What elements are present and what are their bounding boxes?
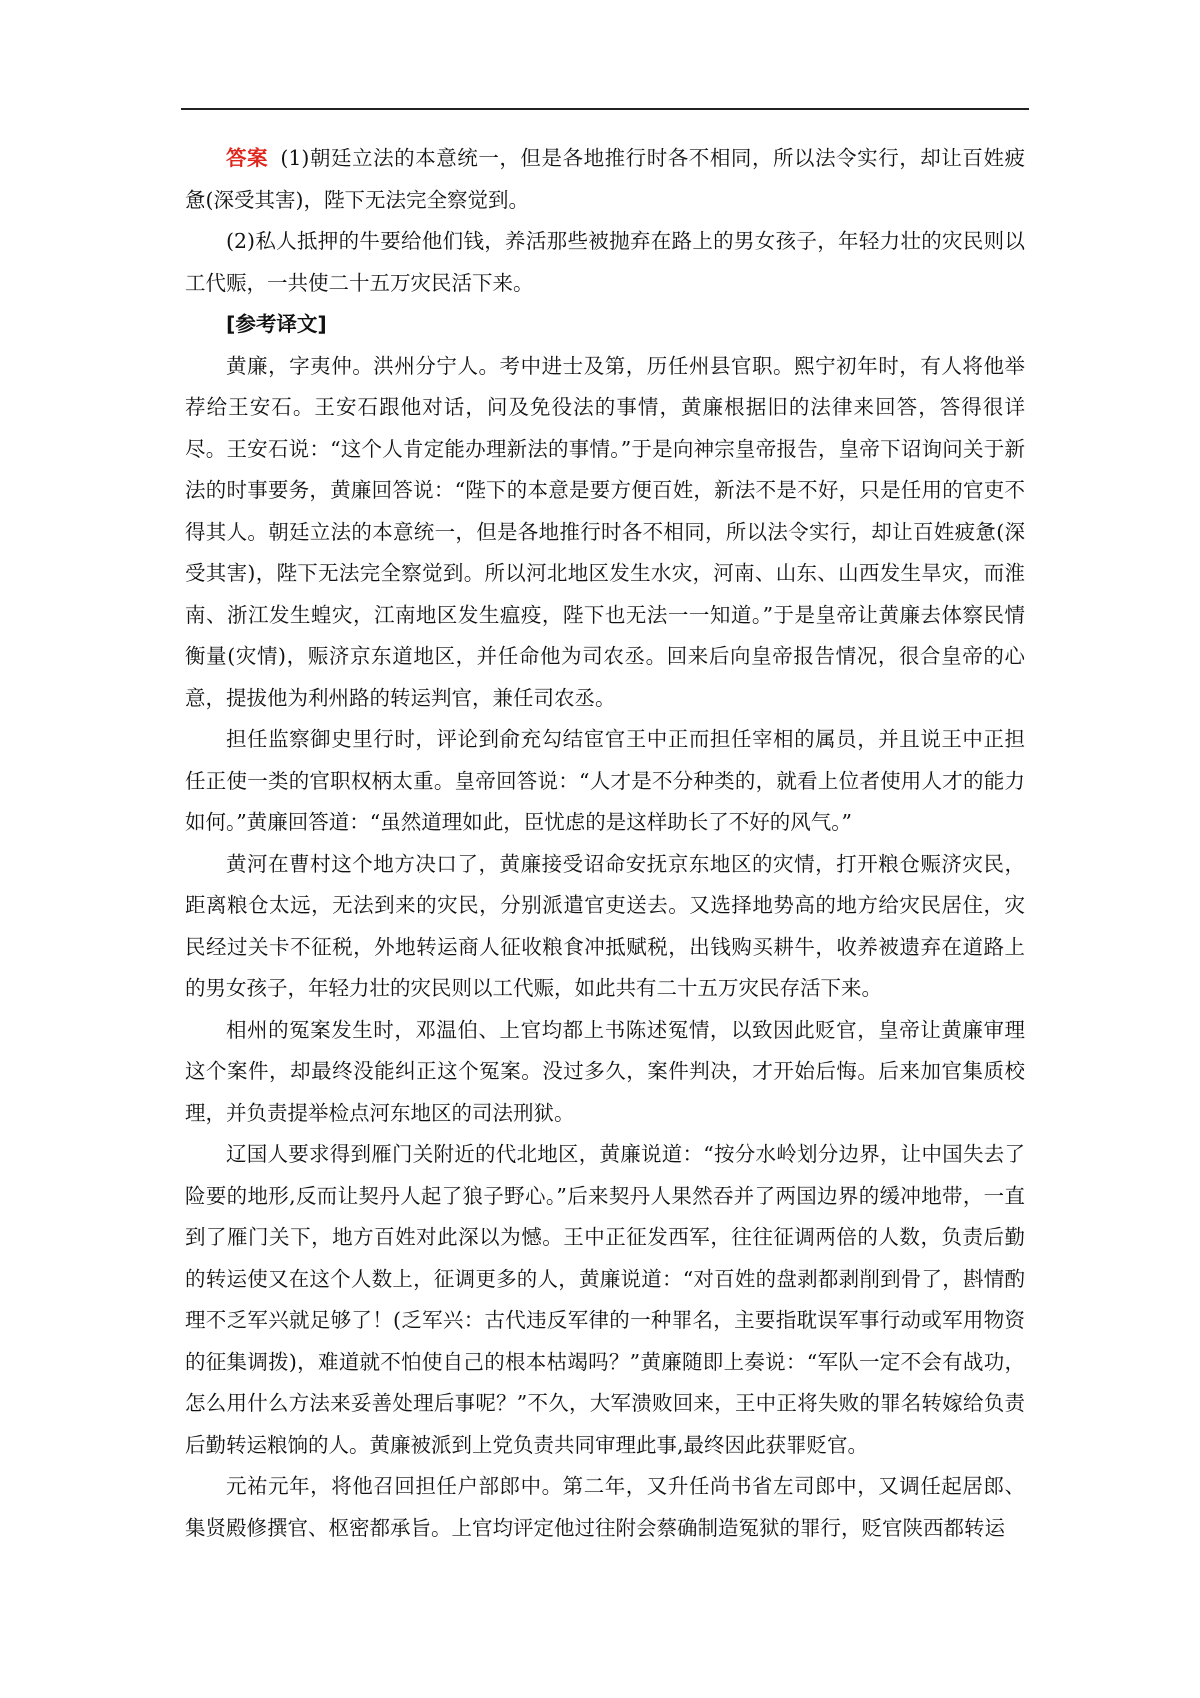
answer-part-1: (1)朝廷立法的本意统一，但是各地推行时各不相同，所以法令实行，却让百姓疲惫(深受其害)，陛下无法完全察觉到。 bbox=[185, 146, 1025, 212]
reference-paragraph-6: 元祐元年，将他召回担任户部郎中。第二年，又升任尚书省左司郎中，又调任起居郎、集贤殿修撰官、枢密都承旨。上官均评定他过往附会蔡确制造冤狱的罪行，贬官陕西都转运 bbox=[185, 1474, 1025, 1540]
header-rule bbox=[181, 108, 1029, 110]
reference-paragraph-2: 担任监察御史里行时，评论到俞充勾结宦官王中正而担任宰相的属员，并且说王中正担任正使一类的官职权柄太重。皇帝回答说：“人才是不分种类的，就看上位者使用人才的能力如何。”黄廉回答道：“虽然道理如此，臣忧虑的是这样助长了不好的风气。” bbox=[185, 727, 1025, 834]
reference-paragraph-5: 辽国人要求得到雁门关附近的代北地区，黄廉说道：“按分水岭划分边界，让中国失去了险要的地形,反而让契丹人起了狼子野心。”后来契丹人果然吞并了两国边界的缓冲地带，一直到了雁门关下，地方百姓对此深以为憾。王中正征发西军，往往征调两倍的人数，负责后勤的转运使又在这个人数上，征调更多的人，黄廉说道：“对百姓的盘剥都剥削到骨了，斟情酌理不乏军兴就足够了！(乏军兴：古代违反军律的一种罪名，主要指耽误军事行动或军用物资的征集调拨)，难道就不怕使自己的根本枯竭吗？”黄廉随即上奏说：“军队一定不会有战功，怎么用什么方法来妥善处理后事呢？”不久，大军溃败回来，王中正将失败的罪名转嫁给负责后勤转运粮饷的人。黄廉被派到上党负责共同审理此事,最终因此获罪贬官。 bbox=[185, 1142, 1025, 1457]
document-body bbox=[185, 138, 1025, 1549]
reference-heading: [参考译文] bbox=[226, 312, 327, 336]
reference-paragraph-3: 黄河在曹村这个地方决口了，黄廉接受诏命安抚京东地区的灾情，打开粮仓赈济灾民，距离粮仓太远，无法到来的灾民，分别派遣官吏送去。又选择地势高的地方给灾民居住，灾民经过关卡不征税，外地转运商人征收粮食冲抵赋税，出钱购买耕牛，收养被遗弃在道路上的男女孩子，年轻力壮的灾民则以工代赈，如此共有二十五万灾民存活下来。 bbox=[185, 851, 1025, 1000]
answer-label: 答案 bbox=[226, 146, 269, 170]
reference-paragraph-1: 黄廉，字夷仲。洪州分宁人。考中进士及第，历任州县官职。熙宁初年时，有人将他举荐给王安石。王安石跟他对话，问及免役法的事情，黄廉根据旧的法律来回答，答得很详尽。王安石说：“这个人肯定能办理新法的事情。”于是向神宗皇帝报告，皇帝下诏询问关于新法的时事要务，黄廉回答说：“陛下的本意是要方便百姓，新法不是不好，只是任用的官吏不得其人。朝廷立法的本意统一，但是各地推行时各不相同，所以法令实行，却让百姓疲惫(深受其害)，陛下无法完全察觉到。所以河北地区发生水灾，河南、山东、山西发生旱灾，而淮南、浙江发生蝗灾，江南地区发生瘟疫，陛下也无法一一知道。”于是皇帝让黄廉去体察民情衡量(灾情)，赈济京东道地区，并任命他为司农丞。回来后向皇帝报告情况，很合皇帝的心意，提拔他为利州路的转运判官，兼任司农丞。 bbox=[185, 353, 1025, 710]
answer-paragraph-2: (2)私人抵押的牛要给他们钱，养活那些被抛弃在路上的男女孩子，年轻力壮的灾民则以工代赈，一共使二十五万灾民活下来。 bbox=[185, 229, 1025, 295]
answer-paragraph-1 bbox=[185, 138, 1025, 221]
reference-paragraph-4: 相州的冤案发生时，邓温伯、上官均都上书陈述冤情，以致因此贬官，皇帝让黄廉审理这个案件，却最终没能纠正这个冤案。没过多久，案件判决，才开始后悔。后来加官集质校理，并负责提举检点河东地区的司法刑狱。 bbox=[185, 1017, 1025, 1125]
